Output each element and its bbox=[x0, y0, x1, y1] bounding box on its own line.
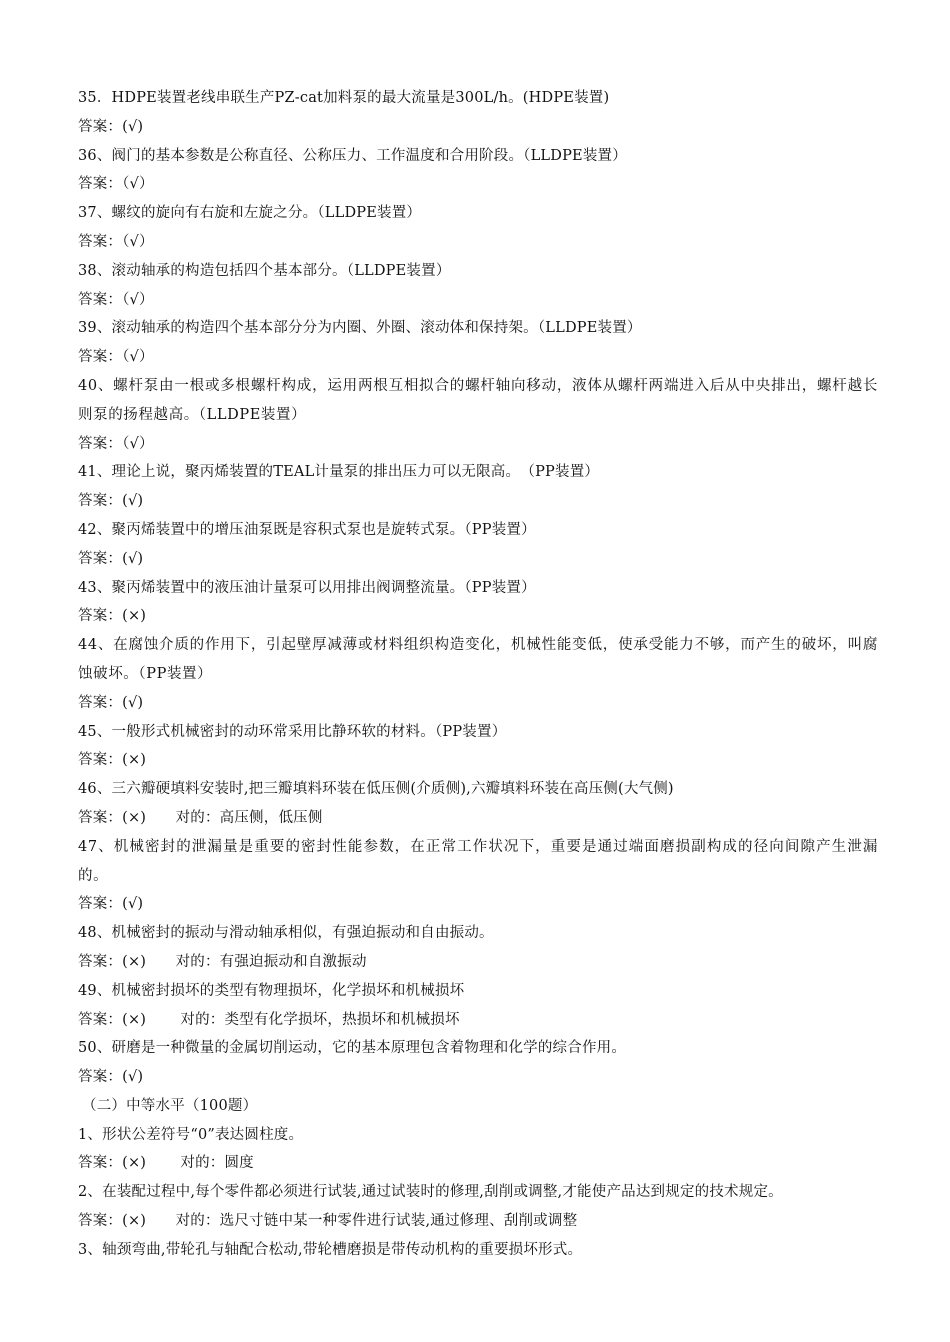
question-line: 38、滚动轴承的构造包括四个基本部分。（LLDPE装置） bbox=[78, 262, 451, 279]
question-line: 43、聚丙烯装置中的液压油计量泵可以用排出阀调整流量。（PP装置） bbox=[78, 579, 536, 596]
answer-line: 答案：（√） bbox=[78, 435, 154, 452]
question-line: 42、聚丙烯装置中的增压油泵既是容积式泵也是旋转式泵。（PP装置） bbox=[78, 521, 536, 538]
question-line: 3、轴颈弯曲,带轮孔与轴配合松动,带轮槽磨损是带传动机构的重要损坏形式。 bbox=[78, 1241, 583, 1258]
answer-line: 答案：(√) bbox=[78, 493, 144, 510]
question-line: 39、滚动轴承的构造四个基本部分分为内圈、外圈、滚动体和保持架。（LLDPE装置） bbox=[78, 320, 642, 337]
answer-line: 答案：（√） bbox=[78, 291, 154, 308]
question-line: 2、在装配过程中,每个零件都必须进行试装,通过试装时的修理,刮削或调整,才能使产品达到规定的技术规定。 bbox=[78, 1184, 783, 1201]
answer-line: 答案：(×) 对的：高压侧，低压侧 bbox=[78, 809, 323, 826]
answer-line: 答案：(×) 对的：圆度 bbox=[78, 1155, 254, 1172]
answer-line: 答案：(√) bbox=[78, 896, 144, 913]
answer-line: 答案：(×) 对的：类型有化学损坏，热损坏和机械损坏 bbox=[78, 1011, 460, 1028]
question-line: 1、形状公差符号“0”表达圆柱度。 bbox=[78, 1126, 304, 1143]
question-line: 37、螺纹的旋向有右旋和左旋之分。（LLDPE装置） bbox=[78, 205, 422, 222]
question-line: 35．HDPE装置老线串联生产PZ-cat加料泵的最大流量是300L/h。(HDPE装置) bbox=[78, 90, 610, 106]
answer-line: 答案：（√） bbox=[78, 233, 154, 250]
question-line: 44、在腐蚀介质的作用下，引起壁厚减薄或材料组织构造变化，机械性能变低，使承受能力不够，而产生的破坏，叫腐蚀破坏。（PP装置） bbox=[78, 637, 878, 682]
section-heading: （二）中等水平（100题） bbox=[82, 1097, 258, 1114]
question-line: 48、机械密封的振动与滑动轴承相似，有强迫振动和自由振动。 bbox=[78, 925, 494, 942]
question-line: 41、理论上说，聚丙烯装置的TEAL计量泵的排出压力可以无限高。 （PP装置） bbox=[78, 464, 600, 481]
document-page bbox=[78, 84, 878, 1265]
answer-line: 答案：(×) 对的：有强迫振动和自激振动 bbox=[78, 953, 367, 970]
answer-line: 答案：（√） bbox=[78, 176, 154, 193]
answer-line: 答案：(√) bbox=[78, 118, 144, 135]
answer-line: 答案：(×) bbox=[78, 752, 147, 769]
question-line: 45、一般形式机械密封的动环常采用比静环软的材料。（PP装置） bbox=[78, 723, 507, 740]
answer-line: 答案：(√) bbox=[78, 550, 144, 567]
question-line: 46、三六瓣硬填料安装时,把三瓣填料环装在低压侧(介质侧),六瓣填料环装在高压侧(大气侧) bbox=[78, 781, 674, 798]
question-line: 47、机械密封的泄漏量是重要的密封性能参数，在正常工作状况下，重要是通过端面磨损副构成的径向间隙产生泄漏的。 bbox=[78, 838, 878, 884]
answer-line: 答案：(√) bbox=[78, 694, 144, 711]
question-line: 50、研磨是一种微量的金属切削运动，它的基本原理包含着物理和化学的综合作用。 bbox=[78, 1040, 627, 1057]
answer-line: 答案：(×) bbox=[78, 608, 147, 625]
answer-line: 答案：（√） bbox=[78, 349, 154, 366]
answer-line: 答案：(√) bbox=[78, 1069, 144, 1086]
question-line: 49、机械密封损坏的类型有物理损坏，化学损坏和机械损坏 bbox=[78, 982, 465, 999]
answer-line: 答案：(×) 对的：选尺寸链中某一种零件进行试装,通过修理、刮削或调整 bbox=[78, 1213, 578, 1230]
question-line: 40、螺杆泵由一根或多根螺杆构成，运用两根互相拟合的螺杆轴向移动，液体从螺杆两端进入后从中央排出，螺杆越长则泵的扬程越高。（LLDPE装置） bbox=[78, 377, 878, 423]
question-line: 36、阀门的基本参数是公称直径、公称压力、工作温度和合用阶段。（LLDPE装置） bbox=[78, 147, 627, 164]
